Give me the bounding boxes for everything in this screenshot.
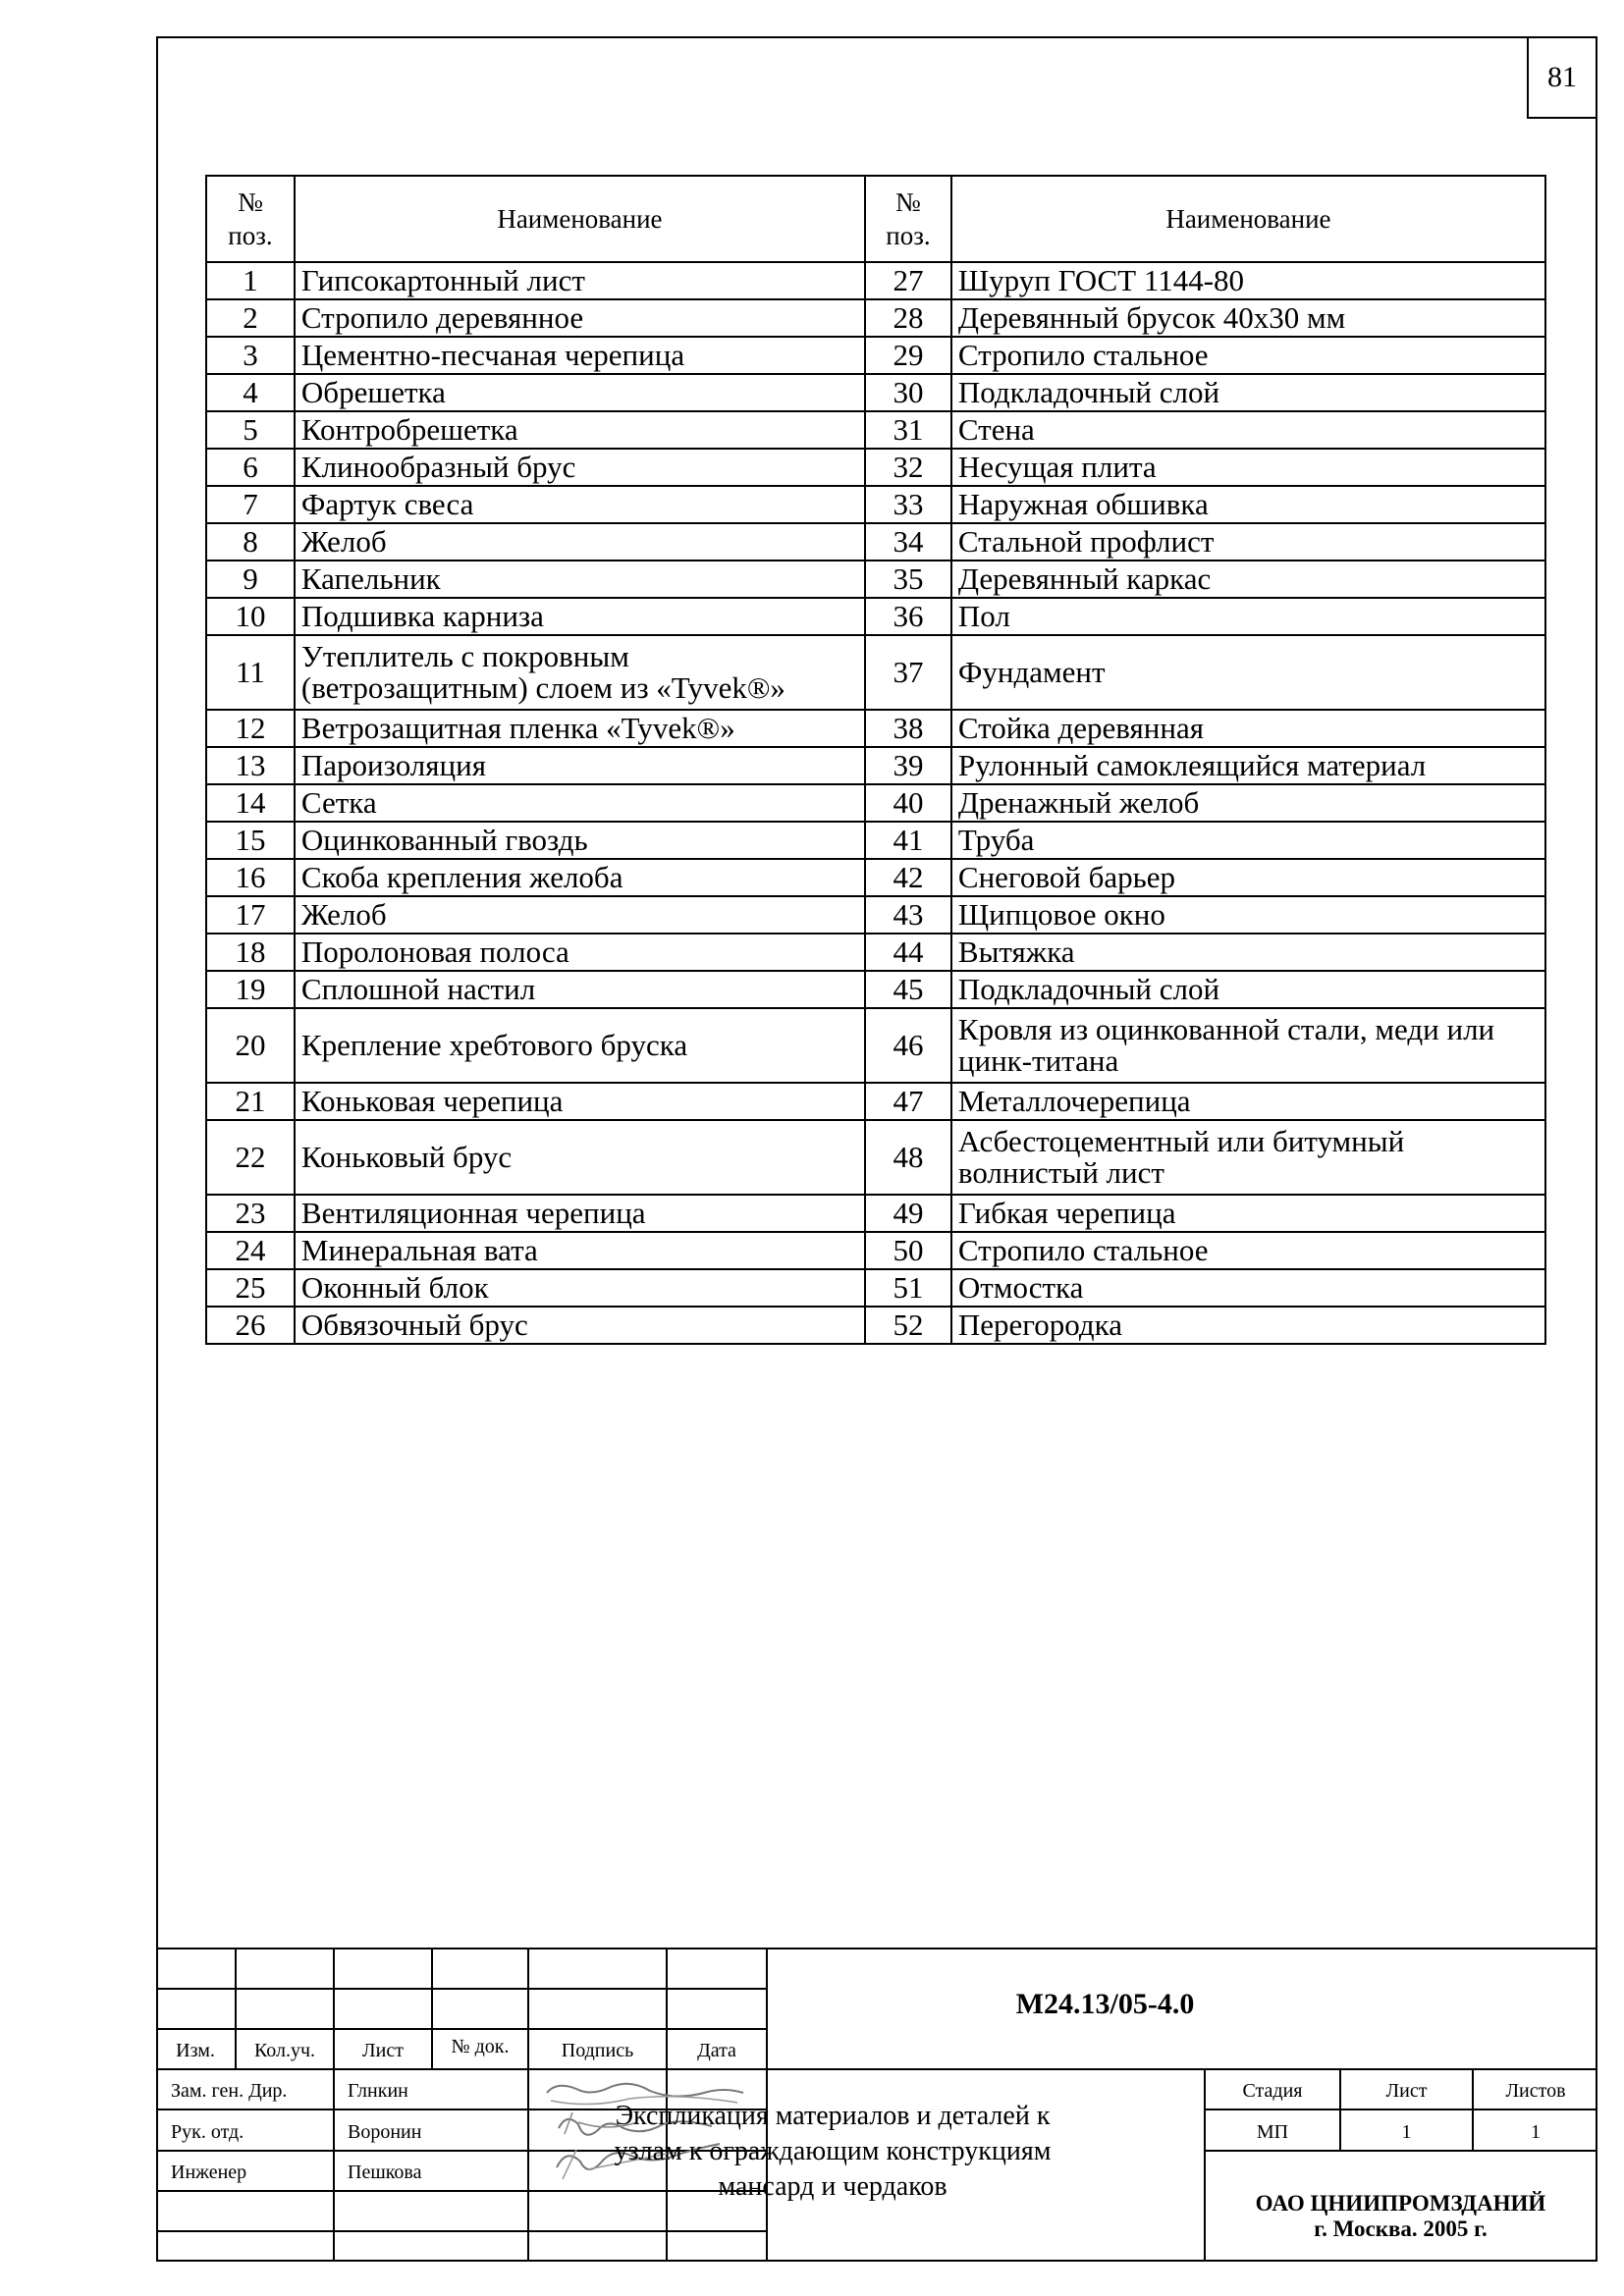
- role-1: Зам. ген. Дир.: [171, 2080, 288, 2102]
- header-kol: Кол.уч.: [253, 2040, 316, 2061]
- role-2: Рук. отд.: [171, 2121, 244, 2143]
- cell-name-right: Деревянный каркас: [951, 561, 1545, 598]
- cell-name-left: Сплошной настил: [295, 971, 865, 1008]
- table-header-row: [206, 176, 1545, 262]
- cell-position-left: 9: [206, 561, 295, 598]
- header-list: Лист: [362, 2040, 404, 2061]
- cell-position-left: 10: [206, 598, 295, 635]
- cell-name-right: Щипцовое окно: [951, 896, 1545, 934]
- organization-city: г. Москва. 2005 г.: [1314, 2216, 1488, 2241]
- cell-position-right: 34: [865, 523, 951, 561]
- cell-position-right: 40: [865, 784, 951, 822]
- cell-position-right: 37: [865, 635, 951, 710]
- cell-position-left: 6: [206, 449, 295, 486]
- cell-position-left: 1: [206, 262, 295, 299]
- cell-position-right: 29: [865, 337, 951, 374]
- cell-name-left: Оконный блок: [295, 1269, 865, 1307]
- table-row: [206, 1195, 1545, 1232]
- table-row: [206, 598, 1545, 635]
- table-body: [206, 262, 1545, 1344]
- cell-position-left: 11: [206, 635, 295, 710]
- cell-position-right: 35: [865, 561, 951, 598]
- table-row: [206, 710, 1545, 747]
- table-row: [206, 374, 1545, 411]
- cell-position-left: 5: [206, 411, 295, 449]
- cell-position-right: 42: [865, 859, 951, 896]
- cell-position-right: 52: [865, 1307, 951, 1344]
- table-row: [206, 784, 1545, 822]
- cell-name-left: Подшивка карниза: [295, 598, 865, 635]
- cell-name-right: Труба: [951, 822, 1545, 859]
- cell-name-left: Желоб: [295, 523, 865, 561]
- table-row: [206, 1307, 1545, 1344]
- header-position-right: № поз.: [865, 176, 951, 262]
- cell-position-left: 26: [206, 1307, 295, 1344]
- cell-position-right: 39: [865, 747, 951, 784]
- cell-position-left: 20: [206, 1008, 295, 1083]
- cell-name-left: Скоба крепления желоба: [295, 859, 865, 896]
- cell-position-right: 51: [865, 1269, 951, 1307]
- cell-name-left: Стропило деревянное: [295, 299, 865, 337]
- cell-position-right: 30: [865, 374, 951, 411]
- cell-name-right: Вытяжка: [951, 934, 1545, 971]
- header-date: Дата: [697, 2040, 736, 2061]
- cell-name-right: Рулонный самоклеящийся материал: [951, 747, 1545, 784]
- cell-name-left: Фартук свеса: [295, 486, 865, 523]
- table-row: [206, 747, 1545, 784]
- header-position-left: № поз.: [206, 176, 295, 262]
- cell-name-left: Коньковая черепица: [295, 1083, 865, 1120]
- cell-name-left: Контробрешетка: [295, 411, 865, 449]
- cell-position-left: 17: [206, 896, 295, 934]
- stage-value: МП: [1256, 2121, 1289, 2143]
- name-1: Глнкин: [348, 2080, 408, 2102]
- cell-name-right: Стойка деревянная: [951, 710, 1545, 747]
- cell-position-right: 49: [865, 1195, 951, 1232]
- cell-position-right: 48: [865, 1120, 951, 1195]
- cell-name-right: Снеговой барьер: [951, 859, 1545, 896]
- cell-name-right: Шуруп ГОСТ 1144-80: [951, 262, 1545, 299]
- name-3: Пешкова: [348, 2162, 422, 2183]
- table-row: [206, 1120, 1545, 1195]
- materials-table: [205, 175, 1546, 1345]
- cell-name-right: Перегородка: [951, 1307, 1545, 1344]
- table-row: [206, 1232, 1545, 1269]
- cell-name-left: Утеплитель с покровным (ветрозащитным) слоем из «Tyvek®»: [295, 635, 865, 710]
- cell-position-right: 50: [865, 1232, 951, 1269]
- cell-name-right: Пол: [951, 598, 1545, 635]
- cell-position-left: 16: [206, 859, 295, 896]
- table-row: [206, 822, 1545, 859]
- header-sign: Подпись: [561, 2040, 634, 2061]
- table-row: [206, 1008, 1545, 1083]
- header-izm: Изм.: [176, 2040, 215, 2061]
- cell-name-left: Ветрозащитная пленка «Tyvek®»: [295, 710, 865, 747]
- stage-label: Стадия: [1242, 2080, 1303, 2102]
- cell-name-left: Капельник: [295, 561, 865, 598]
- cell-name-left: Минеральная вата: [295, 1232, 865, 1269]
- cell-name-left: Пароизоляция: [295, 747, 865, 784]
- cell-position-left: 2: [206, 299, 295, 337]
- cell-name-right: Металлочерепица: [951, 1083, 1545, 1120]
- cell-position-right: 38: [865, 710, 951, 747]
- role-3: Инженер: [171, 2162, 247, 2183]
- cell-position-left: 15: [206, 822, 295, 859]
- table-row: [206, 262, 1545, 299]
- sheets-value: 1: [1531, 2121, 1541, 2143]
- cell-name-right: Деревянный брусок 40х30 мм: [951, 299, 1545, 337]
- cell-name-left: Поролоновая полоса: [295, 934, 865, 971]
- table-row: [206, 1269, 1545, 1307]
- cell-name-left: Крепление хребтового бруска: [295, 1008, 865, 1083]
- table-row: [206, 449, 1545, 486]
- cell-name-right: Стальной профлист: [951, 523, 1545, 561]
- cell-name-right: Несущая плита: [951, 449, 1545, 486]
- cell-position-right: 45: [865, 971, 951, 1008]
- cell-name-right: Стропило стальное: [951, 337, 1545, 374]
- header-name-right: Наименование: [951, 176, 1545, 262]
- cell-name-left: Желоб: [295, 896, 865, 934]
- cell-position-left: 12: [206, 710, 295, 747]
- cell-name-right: Кровля из оцинкованной стали, меди или цинк-титана: [951, 1008, 1545, 1083]
- cell-name-left: Оцинкованный гвоздь: [295, 822, 865, 859]
- table-row: [206, 561, 1545, 598]
- table-row: [206, 934, 1545, 971]
- table-row: [206, 523, 1545, 561]
- cell-position-left: 22: [206, 1120, 295, 1195]
- table-row: [206, 299, 1545, 337]
- table-row: [206, 411, 1545, 449]
- cell-name-left: Коньковый брус: [295, 1120, 865, 1195]
- table-row: [206, 486, 1545, 523]
- table-row: [206, 337, 1545, 374]
- cell-position-left: 18: [206, 934, 295, 971]
- table-row: [206, 896, 1545, 934]
- sheets-label: Листов: [1505, 2080, 1566, 2102]
- cell-name-left: Обрешетка: [295, 374, 865, 411]
- organization-name: ОАО ЦНИИПРОМЗДАНИЙ: [1255, 2191, 1546, 2216]
- cell-position-right: 46: [865, 1008, 951, 1083]
- cell-name-right: Наружная обшивка: [951, 486, 1545, 523]
- cell-position-right: 41: [865, 822, 951, 859]
- table-row: [206, 1083, 1545, 1120]
- cell-position-right: 32: [865, 449, 951, 486]
- sheet-value: 1: [1401, 2121, 1412, 2143]
- cell-name-right: Подкладочный слой: [951, 374, 1545, 411]
- table-row: [206, 635, 1545, 710]
- document-title: Экспликация материалов и деталей к узлам к ограждающим конструкциям мансард и чердаков: [614, 2101, 1052, 2202]
- cell-name-left: Гипсокартонный лист: [295, 262, 865, 299]
- cell-position-right: 43: [865, 896, 951, 934]
- cell-position-left: 19: [206, 971, 295, 1008]
- cell-name-left: Обвязочный брус: [295, 1307, 865, 1344]
- cell-position-left: 21: [206, 1083, 295, 1120]
- cell-name-left: Клинообразный брус: [295, 449, 865, 486]
- organization: [1204, 2191, 1597, 2242]
- cell-name-right: Стропило стальное: [951, 1232, 1545, 1269]
- name-2: Воронин: [348, 2121, 422, 2143]
- cell-name-right: Дренажный желоб: [951, 784, 1545, 822]
- cell-name-right: Фундамент: [951, 635, 1545, 710]
- sheet-label: Лист: [1385, 2080, 1428, 2102]
- cell-name-right: Отмостка: [951, 1269, 1545, 1307]
- page-number: 81: [1527, 36, 1597, 119]
- cell-name-left: Вентиляционная черепица: [295, 1195, 865, 1232]
- cell-position-left: 14: [206, 784, 295, 822]
- cell-position-right: 36: [865, 598, 951, 635]
- cell-name-left: Цементно-песчаная черепица: [295, 337, 865, 374]
- cell-name-right: Подкладочный слой: [951, 971, 1545, 1008]
- cell-position-right: 27: [865, 262, 951, 299]
- cell-position-right: 47: [865, 1083, 951, 1120]
- cell-position-right: 31: [865, 411, 951, 449]
- cell-name-right: Стена: [951, 411, 1545, 449]
- cell-position-left: 3: [206, 337, 295, 374]
- cell-name-right: Асбестоцементный или битумный волнистый лист: [951, 1120, 1545, 1195]
- document-code: М24.13/05-4.0: [1015, 1988, 1195, 2020]
- cell-position-left: 7: [206, 486, 295, 523]
- header-name-left: Наименование: [295, 176, 865, 262]
- cell-position-right: 44: [865, 934, 951, 971]
- cell-position-right: 28: [865, 299, 951, 337]
- cell-position-left: 8: [206, 523, 295, 561]
- cell-position-left: 24: [206, 1232, 295, 1269]
- cell-position-left: 13: [206, 747, 295, 784]
- header-doc: № док.: [451, 2036, 510, 2057]
- cell-name-right: Гибкая черепица: [951, 1195, 1545, 1232]
- cell-position-left: 23: [206, 1195, 295, 1232]
- table-row: [206, 859, 1545, 896]
- cell-name-left: Сетка: [295, 784, 865, 822]
- table-row: [206, 971, 1545, 1008]
- cell-position-right: 33: [865, 486, 951, 523]
- cell-position-left: 4: [206, 374, 295, 411]
- cell-position-left: 25: [206, 1269, 295, 1307]
